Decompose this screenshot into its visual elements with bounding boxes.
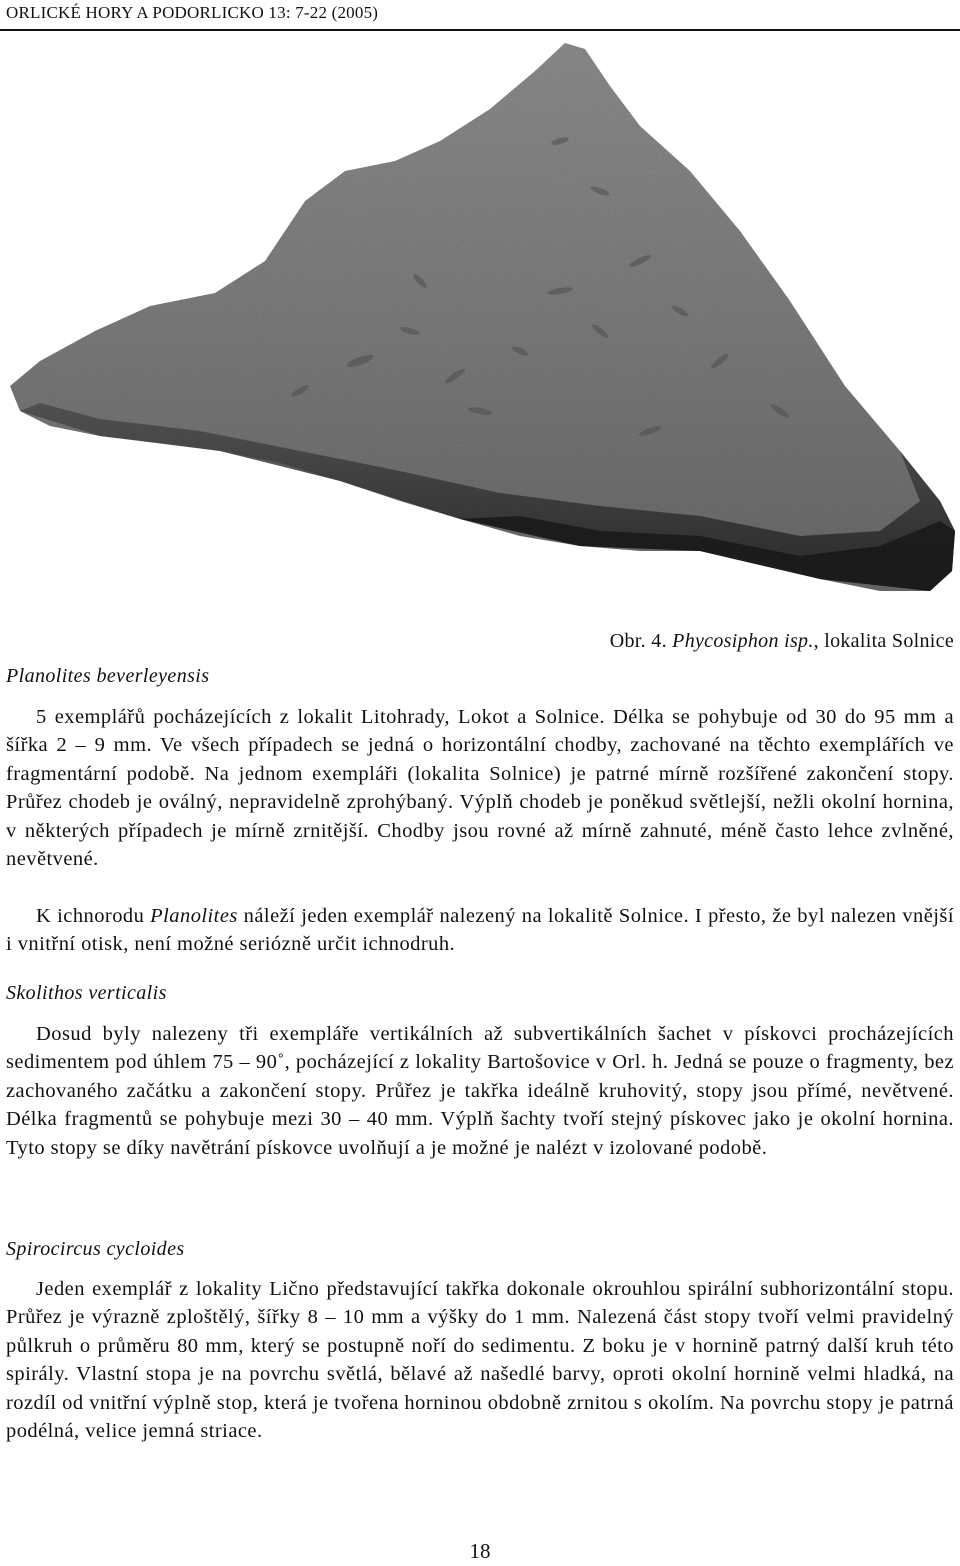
paragraph-skolithos-description [6, 1020, 954, 1162]
rock-specimen-photo [0, 31, 960, 631]
figure-caption [610, 630, 954, 653]
paragraph-planolites-description [6, 703, 954, 873]
section-heading-skolithos: Skolithos verticalis [6, 982, 167, 1004]
genus-name: Planolites [150, 905, 238, 927]
paragraph-text: 5 exemplářů pocházejících z lokalit Litohrady, Lokot a Solnice. Délka se pohybuje od 30 do 95 mm a šířka 2 – 9 mm. Ve všech případech se jedná o horizontální chodby, zachované na těchto exemplářích ve fragmentární podobě. Na jednom exempláři (lokalita Solnice) je patrné mírně rozšířené zakončení stopy. Průřez chodeb je oválný, nepravidelně zprohýbaný. Výplň chodeb je poněkud světlejší, nežli okolní hornina, v některých případech je mírně zrnitější. Chodby jsou rovné až mírně zahnuté, méně často lehce zvlněné, nevětvené. [6, 706, 954, 871]
caption-taxon: Phycosiphon isp. [672, 630, 814, 652]
page-number: 18 [469, 1539, 491, 1563]
paragraph-text: K ichnorodu [36, 905, 151, 927]
caption-locality: , lokalita Solnice [813, 630, 954, 652]
section-heading-planolites: Planolites beverleyensis [6, 665, 210, 687]
paragraph-planolites-note [6, 902, 954, 959]
paragraph-text: náleží jeden exemplář nalezený na lokalitě Solnice. I přesto, že byl nalezen vnější i vnitřní otisk, není možné seriózně určit ichnodruh. [6, 905, 954, 956]
caption-label: Obr. 4. [609, 630, 673, 652]
paragraph-text: Dosud byly nalezeny tři exempláře vertikálních až subvertikálních šachet v pískovci procházejících sedimentem pod úhlem 75 – 90˚, pocházející z lokality Bartošovice v Orl. h. Jedná se pouze o fragmenty, bez zachovaného začátku a zakončení stopy. Průřez je takřka ideálně kruhovitý, stopy jsou přímé, nevětvené. Délka fragmentů se pohybuje mezi 30 – 40 mm. Výplň šachty tvoří stejný pískovec jako je okolní hornina. Tyto stopy se díky navětrání pískovce uvolňují a je možné je nalézt v izolované podobě. [6, 1023, 954, 1159]
paragraph-text: Jeden exemplář z lokality Lično představující takřka dokonale okrouhlou spirální subhorizontální stopu. Průřez je výrazně zploštělý, šířky 8 – 10 mm a výšky do 1 mm. Nalezená část stopy tvoří velmi pravidelný půlkruh o průměru 80 mm, který se postupně noří do sedimentu. Z boku je v hornině patrný další kruh této spirály. Vlastní stopa je na povrchu světlá, bělavé až našedlé barvy, oproti okolní hornině velmi hladká, na rozdíl od vnitřní výplně stop, která je tvořena horninou obdobně zrnitou s okolím. Na povrchu stopy je patrná podélná, velice jemná striace. [6, 1278, 954, 1443]
section-heading-spirocircus: Spirocircus cycloides [6, 1238, 185, 1260]
running-header: ORLICKÉ HORY A PODORLICKO 13: 7-22 (2005) [6, 3, 379, 22]
paragraph-spirocircus-description [6, 1275, 954, 1445]
